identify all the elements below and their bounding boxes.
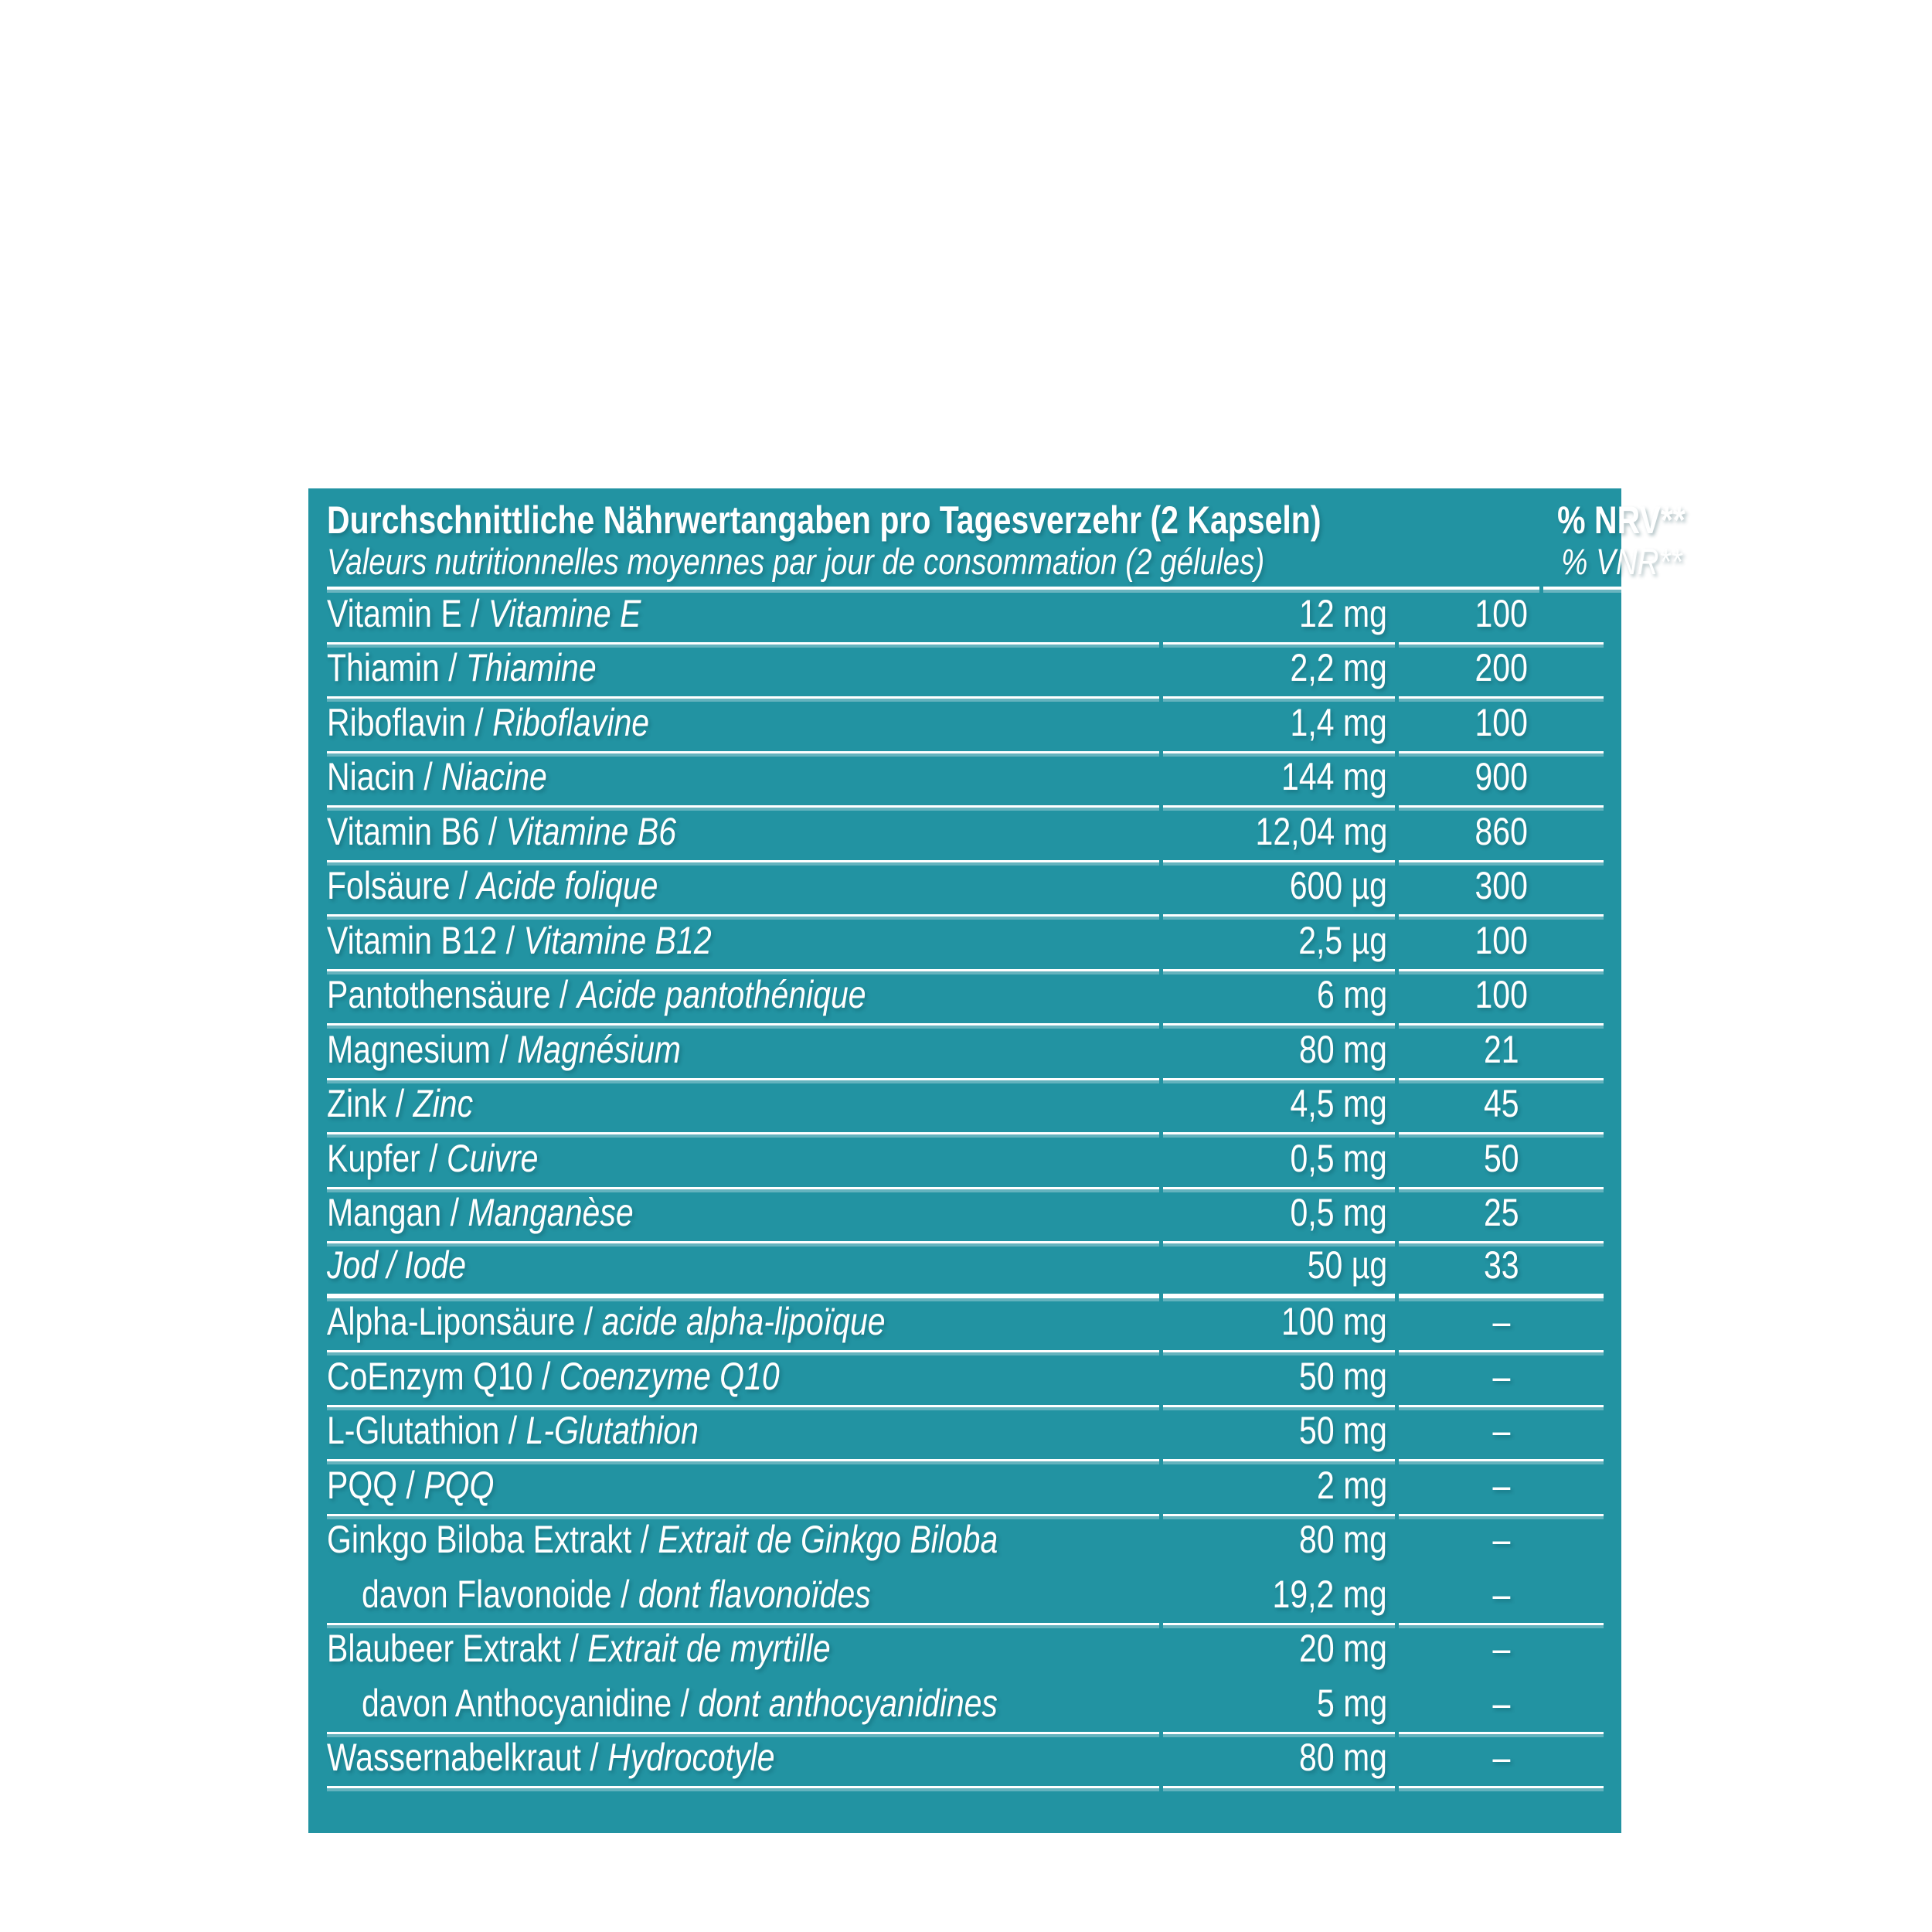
label-separator: /	[414, 755, 442, 798]
label-separator: /	[532, 1354, 560, 1398]
label-separator: /	[672, 1681, 699, 1725]
label-separator: /	[479, 809, 506, 853]
nrv-value: –	[1399, 1298, 1604, 1353]
table-row	[327, 1352, 1604, 1407]
nutrient-name-de: Jod	[327, 1243, 379, 1287]
nutrient-name-de: davon Flavonoide	[362, 1572, 612, 1616]
nutrient-name-fr: Thiamine	[466, 646, 597, 689]
label-separator: /	[397, 1463, 424, 1507]
nrv-value: 45	[1399, 1080, 1604, 1135]
table-header	[327, 488, 1685, 590]
amount-value: 0,5 mg	[1163, 1134, 1395, 1189]
header-nrv-column	[1543, 488, 1699, 590]
nutrient-label	[327, 1679, 1159, 1734]
table-row	[327, 1407, 1604, 1462]
amount-value: 80 mg	[1299, 1518, 1387, 1561]
nutrient-name-de: Thiamin	[327, 646, 440, 689]
label-separator: /	[611, 1572, 638, 1616]
nrv-value: 100	[1399, 699, 1604, 753]
nutrient-label	[327, 1243, 1159, 1298]
nutrient-label	[327, 808, 1159, 862]
amount-value: 4,5 mg	[1163, 1080, 1395, 1135]
nutrition-facts-panel	[308, 488, 1685, 1833]
nutrient-name-de: Folsäure	[327, 864, 451, 907]
amount-value: 2 mg	[1163, 1461, 1395, 1516]
nutrient-name-fr: PQQ	[423, 1463, 495, 1507]
nutrient-name-de: Vitamin E	[327, 591, 462, 635]
nrv-value: 200	[1399, 645, 1604, 699]
nutrient-name-de: davon Anthocyanidine	[362, 1681, 672, 1725]
label-separator: /	[497, 918, 524, 962]
nrv-value: –	[1399, 1570, 1604, 1625]
amount-value: 80 mg	[1163, 1734, 1395, 1789]
table-row	[327, 1679, 1604, 1734]
nutrient-label	[327, 699, 1159, 753]
nutrient-name-de: Niacin	[327, 755, 415, 798]
nutrient-label	[327, 971, 1159, 1026]
nutrient-name-de: Mangan	[327, 1191, 442, 1234]
nutrient-name-de: Zink	[327, 1082, 387, 1125]
table-row	[327, 1026, 1604, 1080]
nutrient-name-de: CoEnzym Q10	[327, 1354, 533, 1398]
label-separator: /	[631, 1518, 658, 1561]
nrv-value: –	[1399, 1734, 1604, 1789]
table-row	[327, 808, 1604, 862]
amount-value: 2,2 mg	[1163, 645, 1395, 699]
amount-value: 80 mg	[1163, 1026, 1395, 1080]
nutrient-name-fr: Riboflavine	[492, 700, 650, 744]
label-separator: /	[499, 1409, 526, 1452]
table-row	[327, 1080, 1604, 1135]
table-row	[327, 590, 1604, 645]
header-title-fr: Valeurs nutritionnelles moyennes par jour de consommation (2 gélules)	[327, 541, 1265, 582]
nutrient-name-de: Blaubeer Extrakt	[327, 1627, 562, 1670]
nutrient-name-de: Alpha-Liponsäure	[327, 1300, 576, 1343]
label-separator: /	[580, 1736, 608, 1779]
table-row	[327, 1516, 1604, 1571]
nutrient-name-fr: Manganèse	[468, 1191, 634, 1234]
amount-value: 12 mg	[1163, 590, 1395, 645]
amount-value: 19,2 mg	[1163, 1570, 1395, 1625]
amount-value: 1,4 mg	[1163, 699, 1395, 753]
nutrient-name-fr: Magnésium	[517, 1027, 682, 1071]
nrv-value: –	[1492, 1627, 1510, 1670]
nutrient-name-fr: Zinc	[413, 1082, 474, 1125]
nutrient-name-fr: Iode	[404, 1243, 467, 1287]
label-separator: /	[550, 973, 577, 1016]
header-nrv-de: % NRV**	[1557, 498, 1685, 542]
header-title	[327, 488, 1539, 590]
nrv-value: 33	[1399, 1243, 1604, 1298]
header-title-de: Durchschnittliche Nährwertangaben pro Tagesverzehr (2 Kapseln)	[327, 498, 1321, 542]
nutrient-label	[327, 1026, 1159, 1080]
label-separator: /	[420, 1136, 447, 1180]
nutrient-name-de: Pantothensäure	[327, 973, 551, 1016]
label-separator: /	[378, 1243, 405, 1287]
nutrient-name-fr: Extrait de Ginkgo Biloba	[658, 1518, 998, 1561]
label-separator: /	[450, 864, 477, 907]
nutrient-name-fr: Vitamine E	[488, 591, 641, 635]
nutrient-label	[327, 1080, 1159, 1135]
table-row	[327, 1134, 1604, 1189]
table-row	[327, 1298, 1604, 1353]
amount-value: 0,5 mg	[1163, 1189, 1395, 1244]
table-rows	[327, 590, 1604, 1788]
nutrient-name-de: L-Glutathion	[327, 1409, 500, 1452]
nutrient-label	[327, 1516, 1159, 1571]
nutrient-name-de: Wassernabelkraut	[327, 1736, 581, 1779]
nutrient-label	[327, 1352, 1159, 1407]
nutrient-name-fr: Vitamine B6	[505, 809, 677, 853]
nutrient-name-de: Vitamin B12	[327, 918, 498, 962]
table-row	[327, 1625, 1604, 1680]
nutrient-label	[327, 1189, 1159, 1244]
table-row	[327, 1189, 1604, 1244]
amount-value: 6 mg	[1163, 971, 1395, 1026]
nrv-value: –	[1399, 1679, 1604, 1734]
nutrient-name-fr: L-Glutathion	[526, 1409, 699, 1452]
nutrient-name-fr: Niacine	[441, 755, 547, 798]
nutrient-name-fr: Cuivre	[446, 1136, 539, 1180]
table-row	[327, 645, 1604, 699]
nutrient-name-de: PQQ	[327, 1463, 398, 1507]
nutrient-label	[327, 753, 1159, 808]
nutrient-name-fr: Coenzyme Q10	[559, 1354, 780, 1398]
nutrient-label	[327, 645, 1159, 699]
nutrient-name-de: Kupfer	[327, 1136, 420, 1180]
label-separator: /	[490, 1027, 518, 1071]
nrv-value: 50	[1399, 1134, 1604, 1189]
nutrient-label	[327, 1407, 1159, 1462]
nrv-value: 25	[1399, 1189, 1604, 1244]
nutrient-name-de: Ginkgo Biloba Extrakt	[327, 1518, 632, 1561]
nrv-value: 300	[1399, 862, 1604, 917]
nutrient-name-de: Vitamin B6	[327, 809, 480, 853]
amount-value: 600 µg	[1163, 862, 1395, 917]
label-separator: /	[439, 646, 467, 689]
amount-value: 144 mg	[1163, 753, 1395, 808]
table-row	[327, 1243, 1604, 1298]
label-separator: /	[561, 1627, 588, 1670]
nutrient-label	[327, 862, 1159, 917]
table-row	[327, 1734, 1604, 1789]
amount-value: 50 mg	[1163, 1407, 1395, 1462]
nrv-value: 100	[1399, 590, 1604, 645]
nrv-value: 100	[1399, 917, 1604, 971]
nutrient-name-fr: Vitamine B12	[523, 918, 712, 962]
table-row	[327, 753, 1604, 808]
amount-value: 100 mg	[1163, 1298, 1395, 1353]
nrv-value: –	[1399, 1461, 1604, 1516]
table-row	[327, 699, 1604, 753]
nrv-value: –	[1399, 1352, 1604, 1407]
nutrient-label	[327, 1625, 1159, 1680]
nrv-value: 21	[1399, 1026, 1604, 1080]
nrv-value: 100	[1399, 971, 1604, 1026]
nutrient-name-fr: dont flavonoïdes	[638, 1572, 871, 1616]
nutrient-name-fr: Acide folique	[476, 864, 658, 907]
amount-value: 20 mg	[1299, 1627, 1387, 1670]
nrv-value: –	[1492, 1518, 1510, 1561]
label-separator: /	[466, 700, 493, 744]
amount-value: 2,5 µg	[1163, 917, 1395, 971]
nrv-value: 900	[1399, 753, 1604, 808]
nutrient-name-de: Magnesium	[327, 1027, 491, 1071]
nutrient-name-de: Riboflavin	[327, 700, 467, 744]
nutrient-name-fr: Extrait de myrtille	[587, 1627, 831, 1670]
amount-value: 12,04 mg	[1163, 808, 1395, 862]
nutrient-name-fr: Acide pantothénique	[577, 973, 866, 1016]
nrv-value: 860	[1399, 808, 1604, 862]
header-nrv-fr: % VNR**	[1560, 541, 1682, 582]
nutrient-label	[327, 1298, 1159, 1353]
nutrient-name-fr: Hydrocotyle	[607, 1736, 775, 1779]
nutrient-label	[327, 1570, 1159, 1625]
nutrient-name-fr: acide alpha-lipoïque	[601, 1300, 886, 1343]
table-row	[327, 862, 1604, 917]
nutrient-label	[327, 1461, 1159, 1516]
nutrient-name-fr: dont anthocyanidines	[698, 1681, 998, 1725]
amount-value: 50 µg	[1163, 1243, 1395, 1298]
nutrient-label	[327, 1734, 1159, 1789]
table-row	[327, 917, 1604, 971]
amount-value: 50 mg	[1163, 1352, 1395, 1407]
label-separator: /	[386, 1082, 413, 1125]
amount-value: 5 mg	[1163, 1679, 1395, 1734]
label-separator: /	[461, 591, 488, 635]
label-separator: /	[441, 1191, 468, 1234]
table-row	[327, 1570, 1604, 1625]
nutrient-label	[327, 917, 1159, 971]
table-row	[327, 1461, 1604, 1516]
nutrient-label	[327, 1134, 1159, 1189]
label-separator: /	[575, 1300, 602, 1343]
table-row	[327, 971, 1604, 1026]
nrv-value: –	[1399, 1407, 1604, 1462]
nutrient-label	[327, 590, 1159, 645]
